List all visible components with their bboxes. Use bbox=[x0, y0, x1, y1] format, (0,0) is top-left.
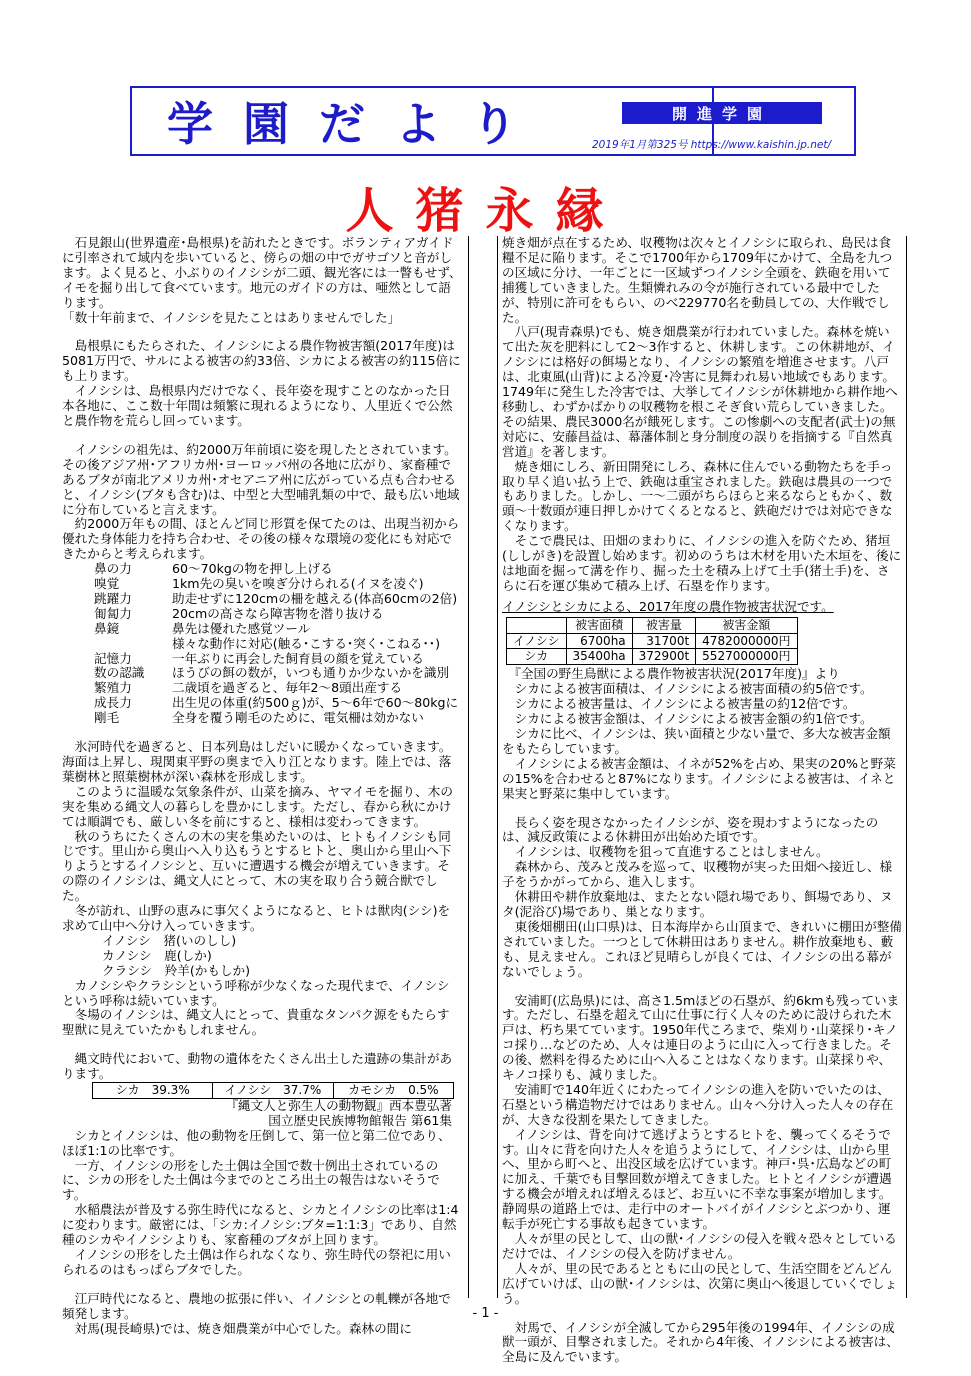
issue-info: 2019年1月第325号 https://www.kaishin.jp.net/ bbox=[592, 139, 832, 151]
ability-row: 跳躍力 助走せずに120cmの柵を越える(体高60cmの2倍) bbox=[94, 590, 458, 606]
paragraph: シカとイノシシは、他の動物を圧倒して、第一位と第二位であり、ほぼ1:1の比率です。 一方、イノシシの形をした土偶は全国で数十例出土されているのに、シカの形をした土偶は今までのところ出土の報告はないそうです。 水稲農法が普及する弥生時代になると、シカとイノシシの比率は1:4に変わります。厳密には、「シカ:イノシシ:ブタ=1:1:3」であり、自然種のシカやイノシシよりも、家畜種のブタが上回ります。 イノシシの形をした土偶は作られなくなり、弥生時代の祭祀に用いられるのはもっぱらブタでした。 bbox=[62, 1127, 459, 1277]
damage-table bbox=[506, 617, 798, 666]
table-header bbox=[507, 617, 567, 633]
ability-row: 嗅覚 1km先の臭いを嗅ぎ分けられる(イヌを凌ぐ) bbox=[94, 576, 424, 592]
paragraph: 島根県にもたらされた、イノシシによる農作物被害額(2017年度)は5081万円で、サルによる被害の約33倍、シカによる被害の約115倍にも上ります。 イノシシは、島根県内だけでなく、長年姿を現すことのなかった日本各地に、ここ数十年間は頻繁に現れるようになり、人里近くで公然と農作物を荒らし回っています。 bbox=[62, 338, 461, 428]
paragraph: 対馬で、イノシシが全滅してから295年後の1994年、イノシシの成獣一頭が、目撃されました。それから4年後、イノシシによる被害は、全島に及んでいます。 bbox=[502, 1319, 899, 1365]
ability-row: 剛毛 全身を覆う剛毛のために、電気柵は効かない bbox=[94, 710, 424, 726]
ability-row: 鼻の力 60～70kgの物を押し上げる bbox=[94, 561, 333, 577]
paragraph: イノシシの祖先は、約2000万年前頃に姿を現したとされています。その後アジア州･アフリカ州･ヨーロッパ州の各地に広がり、家畜種であるブタが南北アメリカ州･オセアニア州に広がっている点も合わせると、イノシシ(ブタも含む)は、中型と大型哺乳類の中で、最も広い地域に分布していると言えます。 約2000万年もの間、ほとんど同じ形質を保てたのは、出現当初から優れた身体能力を持ち合わせ、その後の様々な環境の変化にも対応できたからと考えられます。 bbox=[62, 441, 460, 562]
ratio-cell: イノシシ 37.7% bbox=[213, 1083, 333, 1098]
table-row: シカ 35400ha 372900t 5527000000円 bbox=[507, 649, 798, 665]
name-list-item: カノシシ 鹿(しか) bbox=[102, 947, 212, 963]
ratio-box bbox=[92, 1082, 454, 1099]
ratio-cell: シカ 39.3% bbox=[93, 1083, 213, 1098]
ability-row: 成長力 出生児の体重(約500ｇ)が、5～6年で60～80kgに bbox=[94, 695, 459, 711]
paragraph: カノシシやクラシシという呼称が少なくなった現代まで、イノシシという呼称は続いています。 冬場のイノシシは、縄文人にとって、貴重なタンパク源をもたらす聖獣に見えていたかもしれません。 bbox=[62, 977, 450, 1038]
ability-row: 匍匐力 20cmの高さなら障害物を潜り抜ける bbox=[94, 605, 384, 621]
newsletter-title: 学園だより bbox=[167, 97, 547, 151]
paragraph: 焼き畑が点在するため、収穫物は次々とイノシシに取られ、島民は食糧不足に陥ります。そこで1700年から1709年にかけて、全島を九つの区域に分け、一年ごとに一区域ずつイノシシ全頭を、鉄砲を用いて捕獲していきました。生類憐れみの令が施行されている最中でしたが、特別に許可をもらい、のべ229770名を動員しての、大作戦でした。 八戸(現青森県)でも、焼き畑農業が行われていました。森林を焼いて出た灰を肥料にして2～3作すると、休耕します。この休耕地が、イノシシには格好の餌場となり、イノシシの繁殖を増進させます。八戸は、北東風(山背)による冷夏･冷害に見舞われ易い地域でもあります。1749年に発生した冷害では、大挙してイノシシが休耕地から耕作地へ移動し、わずかばかりの収穫物を根こそぎ食い荒らしていきました。その結果、農民3000名が餓死します。この惨劇への支配者(武士)の無対応に、安藤昌益は、幕藩体制と身分制度の誤りを指摘する『自然真営道』を著します。 焼き畑にしろ、新田開発にしろ、森林に住んでいる動物たちを手っ取り早く追い払う上で、鉄砲は重宝されました。鉄砲は農具の一つでもありました。しかし、一～二頭がちらほらと来るならともかく、数頭～十数頭が連日押しかけてくるとなると、鉄砲だけでは対応できなくなります。 そこで農民は、田畑のまわりに、イノシシの進入を防ぐため、猪垣(ししがき)を設置し始めます。初めのうちは木材を用いた木垣を、後には地面を掘って溝を作り、掘った土を積み上げて土手(猪土手)を、さらに石を運び集めて積み上げ、石塁を作ります。 bbox=[502, 235, 902, 593]
name-list-item: イノシシ 猪(いのしし) bbox=[102, 932, 237, 948]
ability-row: 繁殖力 二歳頃を過ぎると、毎年2～8頭出産する bbox=[94, 680, 403, 696]
right-column bbox=[497, 235, 907, 1365]
paragraph: 『全国の野生鳥獣による農作物被害状況(2017年度)』より シカによる被害面積は、イノシシによる被害面積の約5倍です。 シカによる被害量は、イノシシによる被害量の約12倍です。 シカによる被害金額は、イノシシによる被害金額の約1倍です。 シカに比べ、イノシシは、狭い面積と少ない量で、多大な被害金額をもたらしています。 イノシシによる被害金額は、イネが52%を占め、果実の20%と野菜の15%を合わせると87%になります。イノシシによる被害は、イネと果実と野菜に集中しています。 bbox=[502, 666, 896, 801]
paragraph: 石見銀山(世界遺産･島根県)を訪れたときです。ボランティアガイドに引率されて域内を歩いていると、傍らの畑の中でガサゴソと音がします。よく見ると、小ぶりのイノシシが二頭、観光客には一瞥もせず、イモを掘り出して食べています。地元のガイドの方は、唖然として語ります。 「数十年前まで、イノシシを見たことはありませんでした」 bbox=[62, 235, 462, 325]
name-list-item: クラシシ 羚羊(かもしか) bbox=[102, 962, 251, 978]
table-caption: イノシシとシカによる、2017年度の農作物被害状況です。 bbox=[502, 598, 834, 614]
ability-list bbox=[62, 562, 462, 726]
paragraph: 長らく姿を現さなかったイノシシが、姿を現わすようになったのは、減反政策による休耕田が出始めた頃です。 イノシシは、収穫物を狙って直進することはしません。 森林から、茂みと茂みを巡って、収穫物が実った田畑へ接近し、様子をうかがってから、進入します。 休耕田や耕作放棄地は、またとない隠れ場であり、餌場であり、ヌタ(泥浴び)場であり、巣となります。 東後畑棚田(山口県)は、日本海岸から山頂まで、きれいに棚田が整備されていました。一つとして休耕田はありません。耕作放棄地も、藪も、見えません。これほど見晴らしが良くては、イノシシの出る幕がないでしょう。 bbox=[502, 814, 902, 979]
ability-row: 鼻鏡 鼻先は優れた感覚ツール bbox=[94, 620, 311, 636]
table-header: 被害量 bbox=[632, 617, 696, 633]
source-citation: 国立歴史民族博物館報告 第61集 bbox=[268, 1112, 452, 1128]
ratio-cell: カモシカ 0.5% bbox=[348, 1083, 439, 1098]
table-header: 被害金額 bbox=[696, 617, 797, 633]
paragraph: 氷河時代を過ぎると、日本列島はしだいに暖かくなっていきます。海面は上昇し、現関東平野の奥まで入り江となります。陸上では、落葉樹林と照葉樹林が深い森林を形成します。 このように温暖な気象条件が、山菜を摘み、ヤマイモを掘り、木の実を集める縄文人の暮らしを豊かにします。ただし、春から秋にかけては順調でも、厳しい冬を前にすると、様相は変わってきます。 秋のうちにたくさんの木の実を集めたいのは、ヒトもイノシシも同じです。里山から奥山へ入り込もうとするヒトと、奥山から里山へ下りようとするイノシシと、互いに遭遇する機会が増えていきます。その際のイノシシは、縄文人にとって、木の実を取り合う競合獣でした。 冬が訪れ、山野の恵みに事欠くようになると、ヒトは獣肉(シシ)を求めて山中へ分け入っていきます。 bbox=[62, 739, 453, 933]
paragraph: 安浦町(広島県)には、高さ1.5mほどの石塁が、約6kmも残っています。ただし、石塁を超えて山に仕事に行く人々のために設けられた木戸は、朽ち果てています。1950年代ころまで、柴刈り･山菜採り･キノコ採り…などのため、人々は連日のように山に入って行きました。その後、燃料を得るために山へ入ることはなくなります。山菜採りや、キノコ採りも、減りました。 安浦町で140年近くにわたってイノシシの進入を防いでいたのは、石塁という構造物だけではありません。山々へ分け入った人々の存在が、大きな役割を果たしてきました。 イノシシは、背を向けて逃げようとするヒトを、襲ってくるそうです。山々に背を向けた人々を追うようにして、イノシシは、山から里へ、里から町へと、出没区域を広げています。神戸･呉･広島などの町に加え、千葉でも目撃回数が増えてきました。ヒトとイノシシが遭遇する機会が増えれば増えるほど、お互いに不幸な事案が増加します。静岡県の道路上では、走行中のオートバイがイノシシとぶつかり、運転手が死亡する事故も起きています。 人々が里の民として、山の獣･イノシシの侵入を戦々恐々としているだけでは、イノシシの侵入を防げません。 人々が、里の民であるとともに山の民として、生活空間をどんどん広げていけば、山の獣･イノシシは、次第に奥山へ後退していくでしょう。 bbox=[502, 992, 900, 1306]
table-header: 被害面積 bbox=[566, 617, 632, 633]
table-header-row bbox=[507, 617, 798, 633]
source-citation: 『縄文人と弥生人の動物観』西本豊弘著 bbox=[225, 1097, 452, 1113]
ability-row: 数の認識 ほうびの餌の数が，いつも通りか少ないかを識別 bbox=[94, 665, 450, 681]
page-number: - 1 - bbox=[472, 1306, 499, 1321]
left-column bbox=[62, 235, 469, 1336]
ability-row: 様々な動作に対応(触る･こする･突く･こねる･･) bbox=[172, 635, 440, 651]
paragraph: 江戸時代になると、農地の拡張に伴い、イノシシとの軋轢が各地で頻発します。 対馬(現長崎県)では、焼き畑農業が中心でした。森林の間に bbox=[62, 1290, 451, 1336]
school-name: 開進学園 bbox=[622, 102, 822, 124]
table-row: イノシシ 6700ha 31700t 4782000000円 bbox=[507, 633, 798, 649]
headline: 人猪永縁 bbox=[345, 183, 626, 239]
paragraph: 縄文時代において、動物の遺体をたくさん出土した遺跡の集計があります。 bbox=[62, 1051, 453, 1082]
ability-row: 記憶力 一年ぶりに再会した飼育員の顔を覚えている bbox=[94, 650, 424, 666]
